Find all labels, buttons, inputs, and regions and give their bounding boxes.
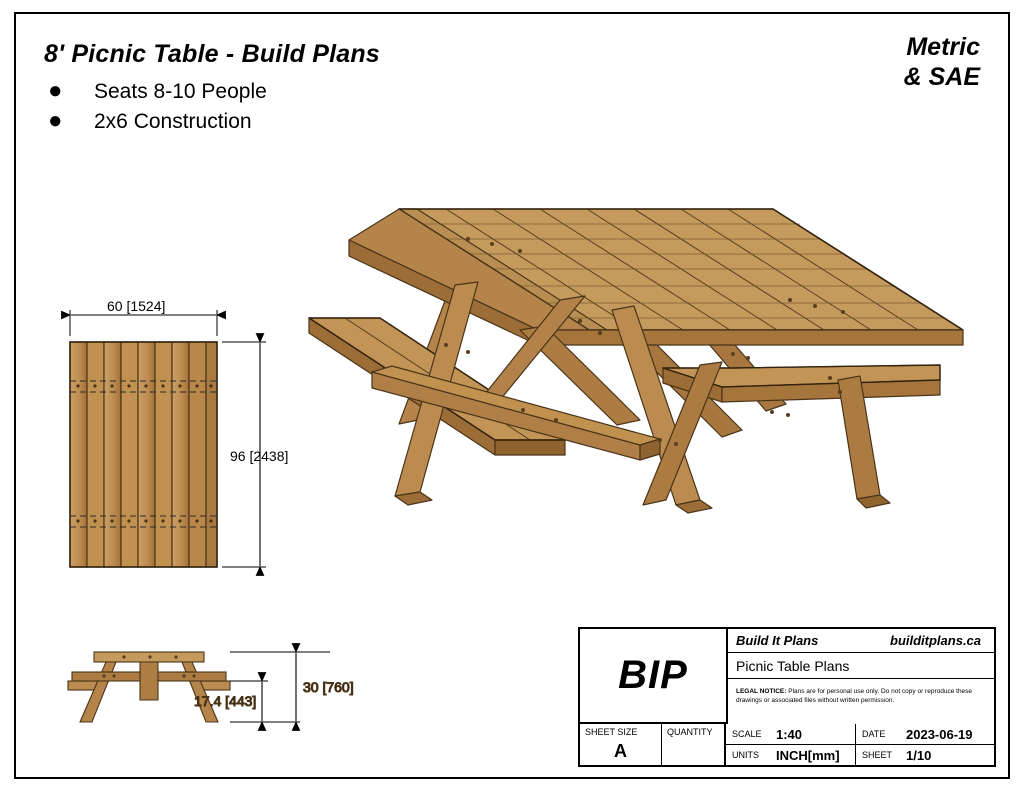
page-title: 8' Picnic Table - Build Plans xyxy=(44,40,380,68)
spec-grid xyxy=(726,724,994,765)
sheet-value: 1/10 xyxy=(906,747,932,763)
title-block-header xyxy=(728,629,994,724)
date-value: 2023-06-19 xyxy=(906,726,973,742)
end-view-drawing xyxy=(68,652,354,722)
bullet-icon: ● xyxy=(48,107,63,134)
sheet-size-label: SHEET SIZE xyxy=(585,727,638,737)
table-row xyxy=(726,745,994,765)
scale-cell xyxy=(726,724,856,744)
dim-top-length: 96 [2438] xyxy=(230,448,289,464)
dim-seat-height: 17.4 [443] xyxy=(194,693,257,709)
sheet-label: SHEET xyxy=(862,750,893,760)
legal-notice xyxy=(728,679,994,705)
company-name: Build It Plans xyxy=(736,633,819,648)
isometric-view-drawing xyxy=(309,209,963,513)
sheet-number-cell xyxy=(856,745,994,765)
legal-notice-label: LEGAL NOTICE: xyxy=(736,688,787,695)
logo: BIP xyxy=(580,629,728,724)
company-website[interactable]: builditplans.ca xyxy=(890,633,982,648)
date-label: DATE xyxy=(862,729,886,739)
units-cell xyxy=(726,745,856,765)
list-item-label: 2x6 Construction xyxy=(94,110,252,133)
dim-top-width: 60 [1524] xyxy=(107,298,166,314)
quantity-cell xyxy=(662,724,726,765)
drawing-name: Picnic Table Plans xyxy=(728,653,994,679)
company-row xyxy=(728,629,994,653)
units-value: INCH[mm] xyxy=(776,747,840,763)
legal-notice-text: Plans are for personal use only. Do not copy or reproduce these drawings or associated files without written permission. xyxy=(736,688,973,704)
sheet-size-value: A xyxy=(614,740,627,761)
top-view-drawing xyxy=(70,298,288,567)
list-item-label: Seats 8-10 People xyxy=(94,80,267,103)
units-label: UNITS xyxy=(732,750,759,760)
quantity-label: QUANTITY xyxy=(667,727,713,737)
units-note-line-2: & SAE xyxy=(903,63,980,91)
sheet-size-cell xyxy=(580,724,662,765)
date-cell xyxy=(856,724,994,744)
title-block-footer xyxy=(580,724,994,765)
bullet-icon: ● xyxy=(48,77,63,104)
dim-table-height: 30 [760] xyxy=(303,679,354,695)
scale-value: 1:40 xyxy=(776,726,803,742)
table-row xyxy=(726,724,994,745)
title-block xyxy=(578,627,996,767)
scale-label: SCALE xyxy=(732,729,762,739)
quantity-value xyxy=(662,737,724,765)
units-note-line-1: Metric xyxy=(906,33,980,61)
